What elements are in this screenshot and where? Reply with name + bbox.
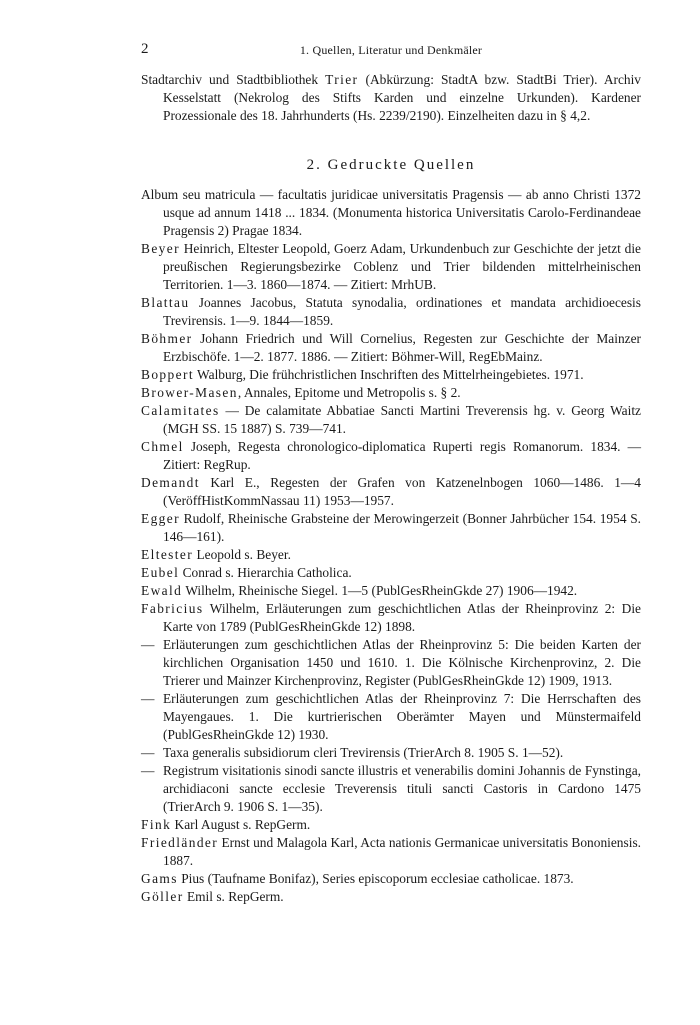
- entry-author: Chmel: [141, 439, 184, 454]
- entry-text: Johann Friedrich und Will Cornelius, Regesten zur Geschichte der Mainzer Erzbischöfe. 1—2. 1877. 1886. — Zitiert: Böhmer-Will, RegEbMainz.: [163, 331, 641, 364]
- entry-text: Emil s. RepGerm.: [183, 889, 284, 904]
- archive-entry: [141, 71, 641, 125]
- bibliography-entry: [141, 582, 641, 600]
- entry-text: , Annales, Epitome und Metropolis s. § 2.: [237, 385, 461, 400]
- entry-author: Friedländer: [141, 835, 219, 850]
- entry-author: Eubel: [141, 565, 180, 580]
- entry-text: Erläuterungen zum geschichtlichen Atlas der Rheinprovinz 7: Die Herrschaften des Mayengaues. 1. Die kurtrierischen Oberämter Mayen und Münstermaifeld (PublGesRheinGkde 12) 1930.: [163, 691, 641, 742]
- archive-entry-author: Trier: [325, 72, 359, 87]
- entry-text: Erläuterungen zum geschichtlichen Atlas der Rheinprovinz 5: Die beiden Karten der kirchlichen Organisation 1450 und 1610. 1. Die Kölnische Kirchenprovinz, 2. Die Trierer und Mainzer Kirchenprovinz, Register (PublGesRheinGkde 12) 1909, 1913.: [163, 637, 641, 688]
- archive-entry-text: (Abkürzung: StadtA bzw. StadtBi Trier). Archiv Kesselstatt (Nekrolog des Stifts Karden und einzelne Urkunden). Kardener Prozessionale des 18. Jahrhunderts (Hs. 2239/2190). Einzelheiten dazu in § 4,2.: [163, 72, 641, 123]
- bibliography-list: [141, 186, 641, 906]
- section-heading: 2. Gedruckte Quellen: [306, 157, 476, 173]
- bibliography-entry: [141, 366, 641, 384]
- running-head: [141, 41, 641, 61]
- entry-author: Göller: [141, 889, 184, 904]
- bibliography-entry: [141, 762, 641, 816]
- bibliography-entry: [141, 816, 641, 834]
- bibliography-entry: [141, 870, 641, 888]
- bibliography-entry: [141, 474, 641, 510]
- ditto-dash: —: [141, 763, 155, 778]
- entry-text: Wilhelm, Rheinische Siegel. 1—5 (PublGesRheinGkde 27) 1906—1942.: [182, 583, 578, 598]
- entry-author: Boppert: [141, 367, 194, 382]
- entry-text: Karl E., Regesten der Grafen von Katzenelnbogen 1060—1486. 1—4 (VeröffHistKommNassau 11) 1953—1957.: [163, 475, 641, 508]
- entry-text: Taxa generalis subsidiorum cleri Trevirensis (TrierArch 8. 1905 S. 1—52).: [163, 745, 564, 760]
- entry-author: Egger: [141, 511, 180, 526]
- entry-text: Wilhelm, Erläuterungen zum geschichtlichen Atlas der Rheinprovinz 2: Die Karte von 1789 (PublGesRheinGkde 12) 1898.: [163, 601, 641, 634]
- bibliography-entry: [141, 888, 641, 906]
- archive-entry-label: Stadtarchiv und Stadtbibliothek: [141, 72, 326, 87]
- bibliography-entry: [141, 438, 641, 474]
- bibliography-entry: [141, 330, 641, 366]
- ditto-dash: —: [141, 637, 155, 652]
- entry-author: Ewald: [141, 583, 183, 598]
- entry-author: Blattau: [141, 295, 190, 310]
- bibliography-entry: [141, 564, 641, 582]
- running-title: 1. Quellen, Literatur und Denkmäler: [299, 43, 483, 57]
- bibliography-entry: [141, 834, 641, 870]
- entry-author: Beyer: [141, 241, 180, 256]
- bibliography-entry: [141, 402, 641, 438]
- entry-author: Demandt: [141, 475, 200, 490]
- entry-text: — De calamitate Abbatiae Sancti Martini Treverensis hg. v. Georg Waitz (MGH SS. 15 1887) S. 739—741.: [163, 403, 641, 436]
- entry-text: Walburg, Die frühchristlichen Inschriften des Mittelrheingebietes. 1971.: [193, 367, 584, 382]
- entry-text: Joseph, Regesta chronologico-diplomatica Ruperti regis Romanorum. 1834. — Zitiert: RegRup.: [163, 439, 641, 472]
- entry-text: Ernst und Malagola Karl, Acta nationis Germanicae universitatis Bononiensis. 1887.: [163, 835, 641, 868]
- bibliography-entry: [141, 600, 641, 636]
- entry-text: Joannes Jacobus, Statuta synodalia, ordinationes et mandata archidioecesis Trevirensis. 1—9. 1844—1859.: [163, 295, 641, 328]
- bibliography-entry: [141, 636, 641, 690]
- page-number: 2: [141, 41, 149, 57]
- entry-author: Böhmer: [141, 331, 193, 346]
- entry-author: Gams: [141, 871, 178, 886]
- entry-text: Registrum visitationis sinodi sancte illustris et venerabilis domini Johannis de Fynstinga, archidiaconi sancte ecclesie Treverensis tituli sancti Castoris in Cardono 1475 (TrierArch 9. 1906 S. 1—35).: [163, 763, 641, 814]
- entry-author: Fink: [141, 817, 172, 832]
- bibliography-entry: [141, 294, 641, 330]
- entry-text: Conrad s. Hierarchia Catholica.: [179, 565, 352, 580]
- entry-text: Leopold s. Beyer.: [193, 547, 291, 562]
- entry-text: Album seu matricula — facultatis juridicae universitatis Pragensis — ab anno Christi 1372 usque ad annum 1418 ... 1834. (Monumenta historica Universitatis Carolo-Ferdinandeae Pragensis 2) Pragae 1834.: [141, 187, 641, 238]
- ditto-dash: —: [141, 691, 155, 706]
- bibliography-entry: [141, 510, 641, 546]
- page-body: [141, 71, 641, 906]
- entry-text: Karl August s. RepGerm.: [171, 817, 311, 832]
- entry-text: Rudolf, Rheinische Grabsteine der Merowingerzeit (Bonner Jahrbücher 154. 1954 S. 146—161).: [163, 511, 641, 544]
- entry-text: Heinrich, Eltester Leopold, Goerz Adam, Urkundenbuch zur Geschichte der jetzt die preußischen Regierungsbezirke Coblenz und Trier bildenden mittelrheinischen Territorien. 1—3. 1860—1874. — Zitiert: MrhUB.: [163, 241, 641, 292]
- entry-author: Fabricius: [141, 601, 204, 616]
- bibliography-entry: [141, 186, 641, 240]
- bibliography-entry: [141, 240, 641, 294]
- bibliography-entry: [141, 546, 641, 564]
- ditto-dash: —: [141, 745, 155, 760]
- entry-text: Pius (Taufname Bonifaz), Series episcoporum ecclesiae catholicae. 1873.: [177, 871, 574, 886]
- entry-author: Calamitates: [141, 403, 220, 418]
- bibliography-entry: [141, 744, 641, 762]
- entry-author: Brower-Masen: [141, 385, 238, 400]
- entry-author: Eltester: [141, 547, 194, 562]
- bibliography-entry: [141, 690, 641, 744]
- bibliography-entry: [141, 384, 641, 402]
